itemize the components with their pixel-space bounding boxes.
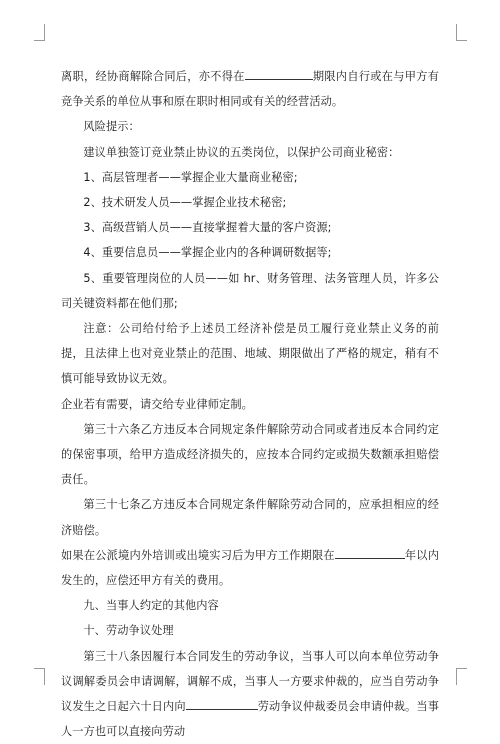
list-item-2: 2、技术研发人员——掌握企业技术秘密;	[83, 196, 287, 210]
list-item-4: 4、重要信息员——掌握企业内的各种调研数据等;	[83, 246, 332, 260]
crop-mark-bottom-right	[456, 668, 467, 685]
heading-section-9: 九、当事人约定的其他内容	[83, 599, 219, 613]
crop-mark-top-right	[456, 24, 467, 41]
paragraph-text: 劳动争议仲裁委员会申请仲裁。当事人一方也可以直接向劳动	[61, 700, 439, 739]
list-item-5: 5、重要管理岗位的人员——如 hr、财务管理、法务管理人员，许多公司关键资料都在他们那;	[61, 271, 439, 310]
paragraph-non-compete-continuation	[61, 64, 439, 114]
paragraph-note: 注意：公司给付给予上述员工经济补偿是员工履行竞业禁止义务的前提，且法律上也对竞业禁止的范围、地域、期限做出了严格的规定，稍有不慎可能导致协议无效。	[61, 322, 439, 386]
blank-field-years[interactable]	[335, 546, 405, 559]
blank-field-period[interactable]	[245, 67, 313, 80]
paragraph-article-37: 第三十七条乙方违反本合同规定条件解除劳动合同的，应承担相应的经济赔偿。	[61, 498, 439, 537]
crop-mark-bottom-left	[34, 668, 45, 685]
list-item-3: 3、高级营销人员——直接掌握着大量的客户资源;	[83, 221, 332, 235]
paragraph-text: 第三十八条因履行本合同发生的劳动争议，当事人可以向本单位劳动争议调解委员会申请调解，调解不成，当事人一方要求仲裁的，应当自劳动争议发生之日起六十日内向	[61, 649, 439, 714]
paragraph-text: 如果在公派境内外培训或出境实习后为甲方工作期限在	[61, 548, 335, 562]
paragraph-text: 期限内自行或在与甲方有竞争关系的单位从事和原在职时相同或有关的经营活动。	[61, 70, 439, 109]
heading-section-10: 十、劳动争议处理	[83, 624, 174, 638]
paragraph-article-36: 第三十六条乙方违反本合同规定条件解除劳动合同或者违反本合同约定的保密事项，给甲方造成经济损失的，应按本合同约定或损失数额承担赔偿责任。	[61, 422, 439, 487]
paragraph-five-positions: 建议单独签订竞业禁止协议的五类岗位，以保护公司商业秘密：	[83, 145, 400, 159]
blank-field-arbitration-committee[interactable]	[186, 697, 258, 710]
paragraph-custom-advice: 企业若有需要，请交给专业律师定制。	[61, 397, 253, 411]
paragraph-training-repayment	[61, 543, 439, 593]
paragraph-text: 离职，经协商解除合同后，亦不得在	[61, 70, 245, 83]
heading-risk-tip: 风险提示：	[83, 120, 140, 134]
crop-mark-top-left	[34, 24, 45, 41]
list-item-1: 1、高层管理者——掌握企业大量商业秘密;	[83, 170, 298, 184]
document-body	[61, 64, 439, 744]
paragraph-text: 年以内发生的，应偿还甲方有关的费用。	[61, 548, 439, 588]
paragraph-article-38	[61, 644, 439, 744]
